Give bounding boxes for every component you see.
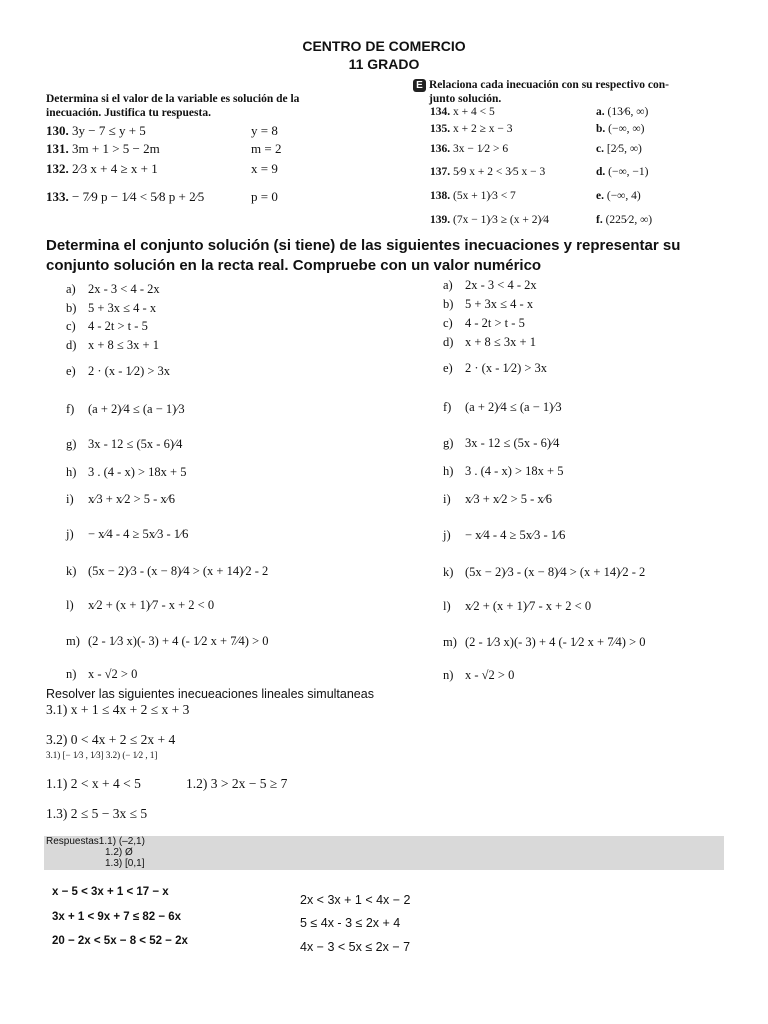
list-item: l) x⁄2 + (x + 1)⁄7 - x + 2 < 0 [443,599,592,613]
system-1-3: 1.3) 2 ≤ 5 − 3x ≤ 5 [46,806,148,821]
list-item: j) − x⁄4 - 4 ≥ 5x⁄3 - 1⁄6 [66,527,189,541]
task1-instruction-2: inecuación. Justifica tu respuesta. [46,107,211,119]
list-item: i) x⁄3 + x⁄2 > 5 - x⁄6 [66,492,176,506]
extra-left-3: 20 − 2x < 5x − 8 < 52 − 2x [52,935,188,947]
extra-right-1: 2x < 3x + 1 < 4x − 2 [300,893,411,907]
list-item: d) x + 8 ≤ 3x + 1 [66,338,159,352]
solution-set: (−∞, 4) [606,190,641,202]
task1-block [46,92,376,120]
item-value: x = 9 [251,161,278,176]
list-item: g) 3x - 12 ≤ (5x - 6)⁄4 [443,436,560,450]
list-item: j) − x⁄4 - 4 ≥ 5x⁄3 - 1⁄6 [443,528,566,542]
list-item: b) 5 + 3x ≤ 4 - x [66,301,157,315]
extra-right-2: 5 ≤ 4x - 3 ≤ 2x + 4 [300,916,401,930]
page-title: CENTRO DE COMERCIO [302,38,466,54]
item-expression: − 7⁄9 p − 1⁄4 < 5⁄8 p + 2⁄5 [72,189,205,204]
answers-box [44,836,724,870]
extra-left-2: 3x + 1 < 9x + 7 ≤ 82 − 6x [52,911,182,923]
solution-set: (−∞, ∞) [608,123,645,135]
item-value: m = 2 [251,141,282,156]
item-number: 133. [46,189,69,204]
list-item: f) (a + 2)⁄4 ≤ (a − 1)⁄3 [443,400,562,414]
option-label: a. [596,106,605,118]
list-item: n) x - √2 > 0 [443,668,515,682]
list-item: g) 3x - 12 ≤ (5x - 6)⁄4 [66,437,183,451]
list-item: k) (5x − 2)⁄3 - (x − 8)⁄4 > (x + 14)⁄2 - 2 [66,564,269,578]
answers-line1: Respuestas1.1) (–2,1) [46,836,145,847]
item-expression: x + 4 < 5 [453,106,495,118]
item-number: 137. [430,166,451,178]
task2-instruction-2: junto solución. [429,93,502,105]
option-label: b. [596,123,606,135]
list-item: e) 2 · (x - 1⁄2) > 3x [66,364,171,378]
list-item: e) 2 · (x - 1⁄2) > 3x [443,361,548,375]
list-item: c) 4 - 2t > t - 5 [443,316,525,330]
exercise-badge: E [413,79,426,92]
task1-item [46,123,146,139]
item-number: 134. [430,106,451,118]
item-number: 132. [46,161,69,176]
item-value: p = 0 [251,189,278,204]
task1-item [46,141,160,157]
item-expression: (5x + 1)⁄3 < 7 [453,190,516,202]
item-expression: 2⁄3 x + 4 ≥ x + 1 [72,161,158,176]
system-3-1: 3.1) x + 1 ≤ 4x + 2 ≤ x + 3 [46,702,190,717]
item-expression: 3y − 7 ≤ y + 5 [72,123,146,138]
solution-set: (225⁄2, ∞) [605,214,653,226]
item-value: y = 8 [251,123,278,138]
task2-instruction-1: Relaciona cada inecuación con su respectivo con- [429,79,669,91]
item-number: 138. [430,190,451,202]
page-subtitle: 11 GRADO [348,56,420,72]
option-label: d. [596,166,606,178]
list-item: a) 2x - 3 < 4 - 2x [443,278,537,292]
list-item: h) 3 . (4 - x) > 18x + 5 [443,464,564,478]
list-item: f) (a + 2)⁄4 ≤ (a − 1)⁄3 [66,402,185,416]
item-number: 139. [430,214,451,226]
inequality-list-left [66,282,396,687]
item-number: 131. [46,141,69,156]
list-item: k) (5x − 2)⁄3 - (x − 8)⁄4 > (x + 14)⁄2 - 2 [443,565,646,579]
item-expression: 3x − 1⁄2 > 6 [453,143,509,155]
item-expression: (7x − 1)⁄3 ≥ (x + 2)⁄4 [453,214,549,226]
item-number: 130. [46,123,69,138]
list-item: d) x + 8 ≤ 3x + 1 [443,335,536,349]
section3-heading: Resolver las siguientes inecueaciones lineales simultaneas [46,687,374,701]
list-item: h) 3 . (4 - x) > 18x + 5 [66,465,187,479]
task2-block [413,78,713,106]
list-item: c) 4 - 2t > t - 5 [66,319,148,333]
item-expression: 5⁄9 x + 2 < 3⁄5 x − 3 [453,166,546,178]
solution-set: (−∞, −1) [608,166,649,178]
item-expression: 3m + 1 > 5 − 2m [72,141,160,156]
system-3-2: 3.2) 0 < 4x + 2 ≤ 2x + 4 [46,732,176,747]
section2-heading-line1: Determina el conjunto solución (si tiene) de las siguientes inecuaciones y representar su [46,237,681,254]
task1-item [46,161,158,177]
answers-line2: 1.2) Ø [105,847,133,858]
inequality-list-right [443,278,743,688]
option-label: f. [596,214,603,226]
system-1-1: 1.1) 2 < x + 4 < 5 [46,776,141,791]
list-item: i) x⁄3 + x⁄2 > 5 - x⁄6 [443,492,553,506]
solution-set: (13⁄6, ∞) [607,106,649,118]
solution-set: [2⁄5, ∞) [606,143,642,155]
option-label: e. [596,190,604,202]
system-1-2: 1.2) 3 > 2x − 5 ≥ 7 [186,776,288,791]
item-number: 135. [430,123,451,135]
answers-3: 3.1) [− 1⁄3 , 1⁄3] 3.2) (− 1⁄2 , 1] [46,750,158,760]
list-item: m) (2 - 1⁄3 x)(- 3) + 4 (- 1⁄2 x + 7⁄4) > 0 [66,634,269,648]
list-item: n) x - √2 > 0 [66,667,138,681]
option-label: c. [596,143,604,155]
section2-heading [46,236,736,276]
extra-left-1: x − 5 < 3x + 1 < 17 − x [52,886,169,898]
list-item: l) x⁄2 + (x + 1)⁄7 - x + 2 < 0 [66,598,215,612]
task1-item [46,189,204,205]
section2-heading-line2: conjunto solución en la recta real. Compruebe con un valor numérico [46,257,542,274]
extra-right-3: 4x − 3 < 5x ≤ 2x − 7 [300,940,411,954]
answers-line3: 1.3) [0,1] [105,858,145,869]
list-item: a) 2x - 3 < 4 - 2x [66,282,160,296]
list-item: m) (2 - 1⁄3 x)(- 3) + 4 (- 1⁄2 x + 7⁄4) > 0 [443,635,646,649]
item-expression: x + 2 ≥ x − 3 [453,123,513,135]
item-number: 136. [430,143,451,155]
list-item: b) 5 + 3x ≤ 4 - x [443,297,534,311]
task1-instruction-1: Determina si el valor de la variable es solución de la [46,93,300,105]
